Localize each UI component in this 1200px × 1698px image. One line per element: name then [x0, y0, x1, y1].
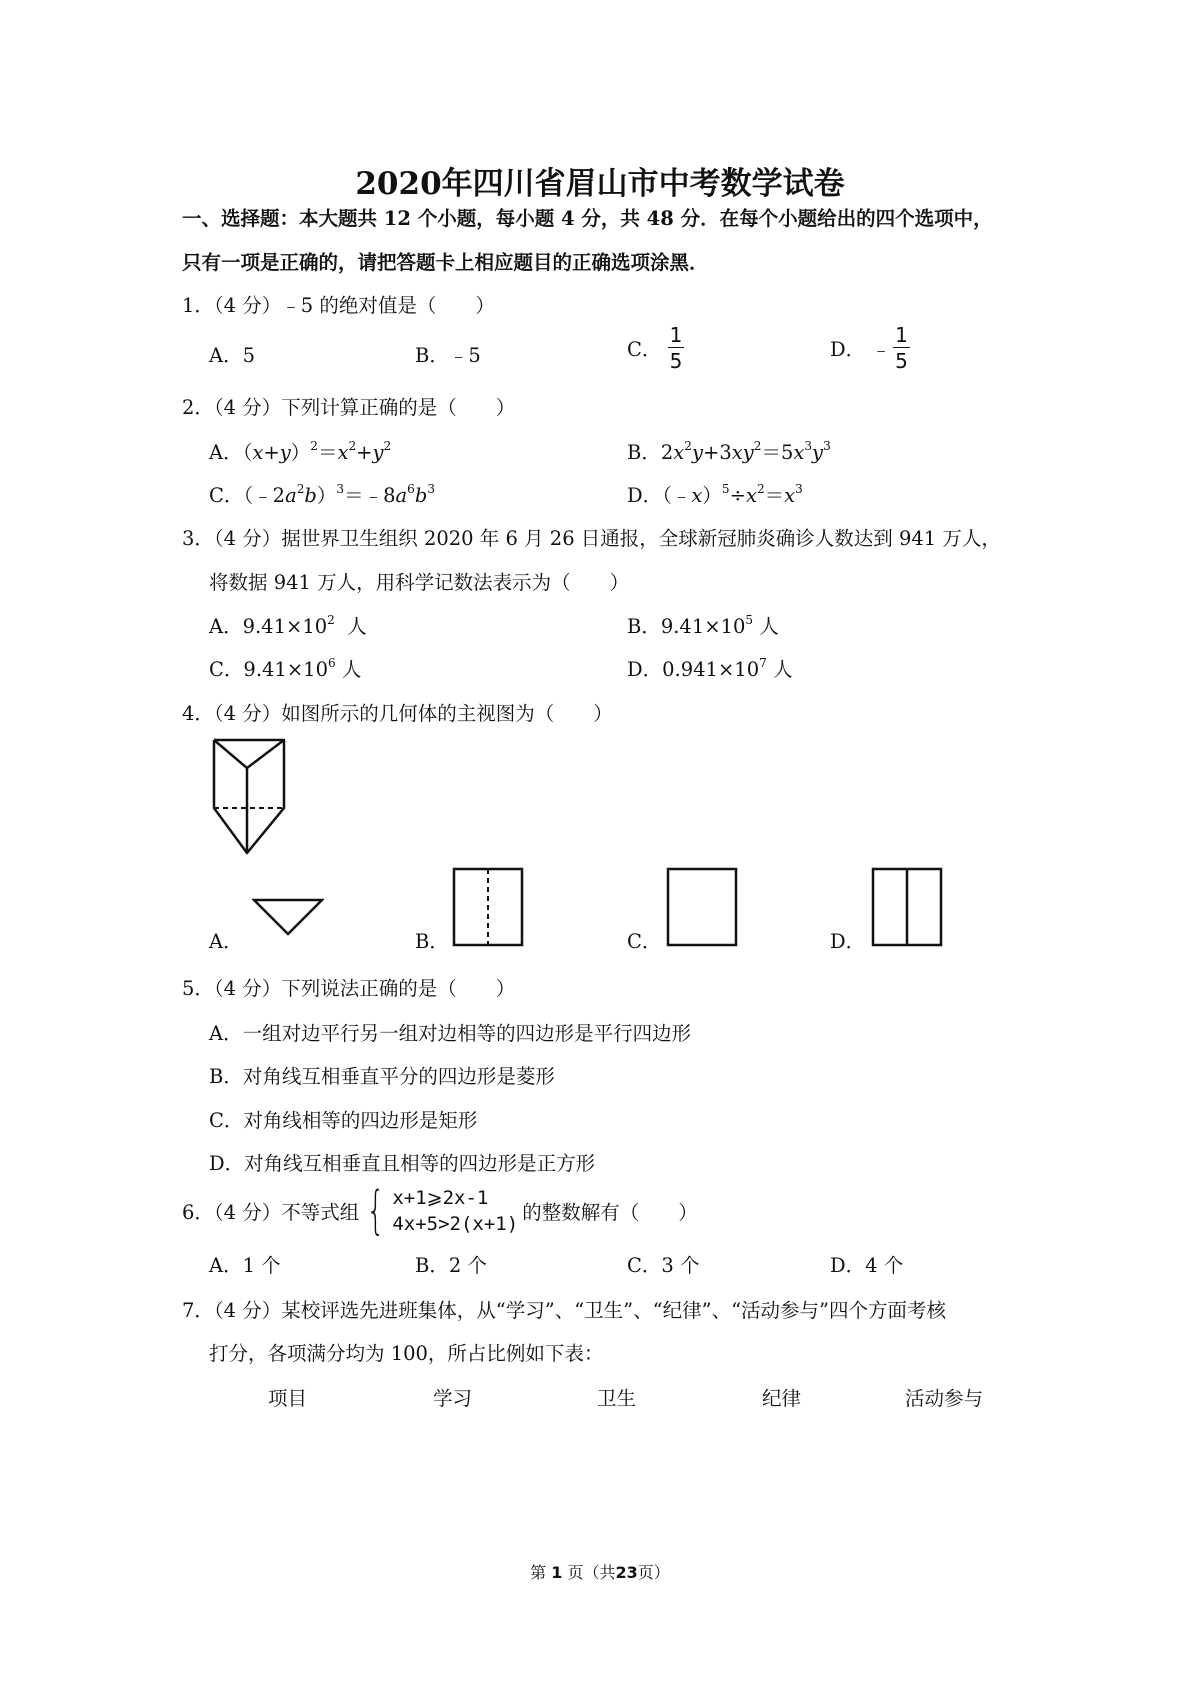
q6-stem	[182, 1181, 698, 1241]
q6-inequality-2: 4x+5>2(x+1)	[392, 1213, 519, 1235]
q6-stem-post: 的整数解有（ ）	[522, 1201, 698, 1224]
q1-option-d-sign: ﹣	[871, 338, 891, 361]
q1-option-d-fraction: $\frac{1}{5}$	[895, 323, 908, 373]
q5-stem: 5．（4 分）下列说法正确的是（ ）	[182, 977, 516, 1000]
q6-inequality-1: x+1⩾2x-1	[392, 1187, 489, 1209]
page-total: 23	[615, 1563, 638, 1582]
page-footer: 第 1 页（共23页）	[530, 1563, 670, 1582]
page-number: 1	[551, 1563, 563, 1582]
q6-stem-pre: 6．（4 分）不等式组	[182, 1201, 360, 1224]
q6-brace: {	[366, 1181, 385, 1241]
q3-stem-line1: 3．（4 分）据世界卫生组织 2020 年 6 月 26 日通报，全球新冠肺炎确诊人数达到 941 万人，	[182, 527, 1001, 550]
q7-stem-line2: 打分，各项满分均为 100，所占比例如下表：	[209, 1342, 604, 1365]
q4-option-b-label: B．	[415, 930, 449, 953]
q1-stem: 1．（4 分）﹣5 的绝对值是（ ）	[182, 294, 495, 317]
q4-stem: 4．（4 分）如图所示的几何体的主视图为（ ）	[182, 702, 613, 725]
q7-table-header-discipline: 纪律	[762, 1387, 802, 1410]
q4-option-c[interactable]	[627, 926, 661, 954]
q3-option-a[interactable]: A．$9.41\times 10^2$ 人	[209, 612, 367, 638]
q2-option-b[interactable]: B．$2x^2y+3xy^2=5x^3y^3$	[627, 438, 831, 464]
q6-option-c[interactable]: C．3 个	[627, 1254, 700, 1277]
section-instructions-line2: 只有一项是正确的，请把答题卡上相应题目的正确选项涂黑．	[182, 251, 709, 274]
q2-option-d[interactable]: D．$(﹣x)^5\div x^2=x^3$	[627, 481, 803, 507]
q1-option-d[interactable]	[830, 325, 910, 371]
section-instructions-line1: 一、选择题：本大题共 12 个小题，每小题 4 分，共 48 分．在每个小题给出的四个选项中，	[182, 207, 993, 230]
q4-option-d-label: D．	[830, 930, 866, 953]
q6-inequality-system	[392, 1185, 518, 1237]
q5-option-a[interactable]: A．一组对边平行另一组对边相等的四边形是平行四边形	[209, 1022, 692, 1045]
q7-table-header-activity: 活动参与	[905, 1387, 984, 1410]
q1-option-d-label: D．	[830, 338, 866, 361]
q6-option-b[interactable]: B．2 个	[415, 1254, 487, 1277]
q5-option-c[interactable]: C．对角线相等的四边形是矩形	[209, 1109, 478, 1132]
q6-option-a[interactable]: A．1 个	[209, 1254, 281, 1277]
page-title: 2020年四川省眉山市中考数学试卷	[355, 166, 845, 202]
q1-option-c-fraction: $\frac{1}{5}$	[669, 323, 683, 373]
q4-option-a-label: A．	[209, 930, 243, 953]
q4-option-a-triangle-figure[interactable]	[252, 898, 324, 936]
q3-option-d[interactable]: D．$0.941\times 10^7$ 人	[627, 655, 793, 681]
q3-stem-line2: 将数据 941 万人，用科学记数法表示为（ ）	[209, 571, 630, 594]
q4-option-b[interactable]	[415, 926, 449, 954]
q3-option-b[interactable]: B．$9.41\times 10^5$ 人	[627, 612, 779, 638]
q4-option-b-rect-dashed-figure[interactable]	[452, 867, 524, 947]
q1-option-b[interactable]: B．﹣5	[415, 344, 481, 367]
q1-option-a[interactable]: A．5	[209, 344, 255, 367]
q4-option-c-label: C．	[627, 930, 662, 953]
q2-stem: 2．（4 分）下列计算正确的是（ ）	[182, 396, 516, 419]
q4-option-a[interactable]	[209, 926, 243, 954]
q4-prism-figure	[212, 738, 287, 858]
q2-option-a[interactable]: A．$(x+y)^2=x^2+y^2$	[209, 438, 392, 464]
q7-table-header-item: 项目	[268, 1387, 308, 1410]
q1-option-c[interactable]	[627, 325, 684, 371]
q2-option-c[interactable]: C．$(﹣2a^2b)^3=﹣8a^6b^3$	[209, 481, 436, 507]
q4-option-d[interactable]	[830, 926, 865, 954]
q1-option-c-label: C．	[627, 338, 662, 361]
q7-stem-line1: 7．（4 分）某校评选先进班集体，从“学习”、“卫生”、“纪律”、“活动参与”四个方面考核	[182, 1299, 947, 1322]
q7-table-header-study: 学习	[433, 1387, 473, 1410]
q7-table-header-hygiene: 卫生	[597, 1387, 637, 1410]
q5-option-d[interactable]: D．对角线互相垂直且相等的四边形是正方形	[209, 1152, 596, 1175]
q4-option-c-rect-figure[interactable]	[666, 867, 738, 947]
q3-option-c[interactable]: C．$9.41\times 10^6$ 人	[209, 655, 362, 681]
q4-option-d-rect-solid-line-figure[interactable]	[871, 867, 943, 947]
q5-option-b[interactable]: B．对角线互相垂直平分的四边形是菱形	[209, 1065, 555, 1088]
q6-option-d[interactable]: D．4 个	[830, 1254, 904, 1277]
